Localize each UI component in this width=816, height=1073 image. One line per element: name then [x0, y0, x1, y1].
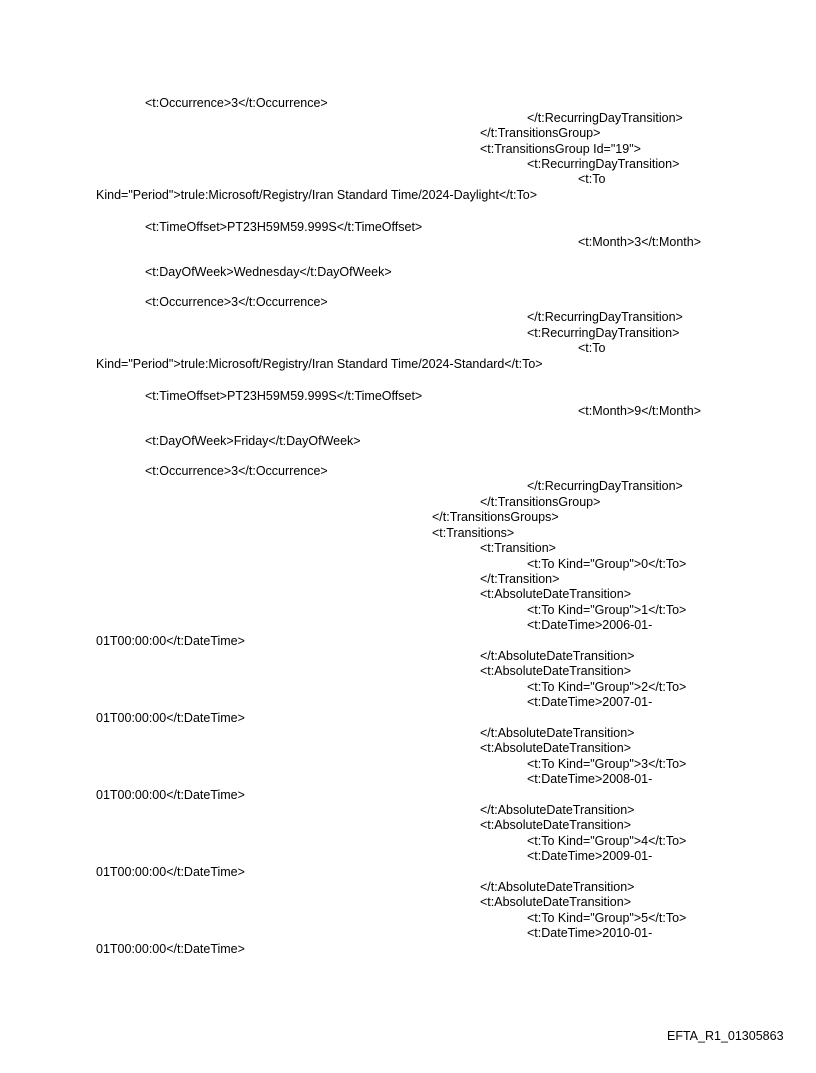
xml-line: <t:RecurringDayTransition>	[527, 157, 680, 171]
xml-line: <t:To Kind="Group">5</t:To>	[527, 911, 687, 925]
xml-line: 01T00:00:00</t:DateTime>	[96, 634, 245, 648]
xml-line: </t:TransitionsGroups>	[432, 510, 559, 524]
xml-line: 01T00:00:00</t:DateTime>	[96, 865, 245, 879]
xml-line: <t:DateTime>2009-01-	[527, 849, 653, 863]
xml-line: <t:TimeOffset>PT23H59M59.999S</t:TimeOffset>	[145, 389, 423, 403]
xml-line: <t:DayOfWeek>Wednesday</t:DayOfWeek>	[145, 265, 392, 279]
xml-line: </t:AbsoluteDateTransition>	[480, 649, 635, 663]
xml-line: <t:AbsoluteDateTransition>	[480, 895, 632, 909]
xml-line: <t:DateTime>2008-01-	[527, 772, 653, 786]
xml-line: </t:RecurringDayTransition>	[527, 479, 683, 493]
xml-line: </t:AbsoluteDateTransition>	[480, 880, 635, 894]
document-id-footer: EFTA_R1_01305863	[667, 1029, 784, 1043]
xml-line: 01T00:00:00</t:DateTime>	[96, 942, 245, 956]
xml-line: Kind="Period">trule:Microsoft/Registry/Iran Standard Time/2024-Daylight</t:To>	[96, 188, 538, 202]
xml-line: <t:To Kind="Group">3</t:To>	[527, 757, 687, 771]
xml-line: <t:AbsoluteDateTransition>	[480, 818, 632, 832]
xml-line: <t:TimeOffset>PT23H59M59.999S</t:TimeOffset>	[145, 220, 423, 234]
xml-line: <t:Occurrence>3</t:Occurrence>	[145, 96, 328, 110]
xml-line: <t:RecurringDayTransition>	[527, 326, 680, 340]
xml-line: <t:Transitions>	[432, 526, 515, 540]
xml-line: <t:DayOfWeek>Friday</t:DayOfWeek>	[145, 434, 361, 448]
xml-line: </t:TransitionsGroup>	[480, 495, 601, 509]
xml-line: <t:To	[578, 341, 606, 355]
xml-line: <t:DateTime>2007-01-	[527, 695, 653, 709]
xml-line: <t:Transition>	[480, 541, 556, 555]
xml-line: <t:Month>3</t:Month>	[578, 235, 701, 249]
xml-line: <t:TransitionsGroup Id="19">	[480, 142, 641, 156]
xml-line: </t:AbsoluteDateTransition>	[480, 726, 635, 740]
xml-line: </t:Transition>	[480, 572, 560, 586]
xml-line: </t:AbsoluteDateTransition>	[480, 803, 635, 817]
xml-line: <t:AbsoluteDateTransition>	[480, 587, 632, 601]
xml-line: <t:To Kind="Group">0</t:To>	[527, 557, 687, 571]
xml-line: <t:Occurrence>3</t:Occurrence>	[145, 464, 328, 478]
xml-line: <t:To Kind="Group">4</t:To>	[527, 834, 687, 848]
xml-line: <t:Occurrence>3</t:Occurrence>	[145, 295, 328, 309]
xml-line: <t:AbsoluteDateTransition>	[480, 664, 632, 678]
xml-line: 01T00:00:00</t:DateTime>	[96, 788, 245, 802]
xml-line: <t:DateTime>2006-01-	[527, 618, 653, 632]
xml-line: <t:To	[578, 172, 606, 186]
xml-line: <t:Month>9</t:Month>	[578, 404, 701, 418]
xml-line: </t:TransitionsGroup>	[480, 126, 601, 140]
xml-line: <t:DateTime>2010-01-	[527, 926, 653, 940]
xml-line: </t:RecurringDayTransition>	[527, 310, 683, 324]
xml-line: <t:AbsoluteDateTransition>	[480, 741, 632, 755]
xml-line: <t:To Kind="Group">2</t:To>	[527, 680, 687, 694]
xml-line: </t:RecurringDayTransition>	[527, 111, 683, 125]
xml-line: <t:To Kind="Group">1</t:To>	[527, 603, 687, 617]
xml-line: 01T00:00:00</t:DateTime>	[96, 711, 245, 725]
xml-line: Kind="Period">trule:Microsoft/Registry/Iran Standard Time/2024-Standard</t:To>	[96, 357, 543, 371]
